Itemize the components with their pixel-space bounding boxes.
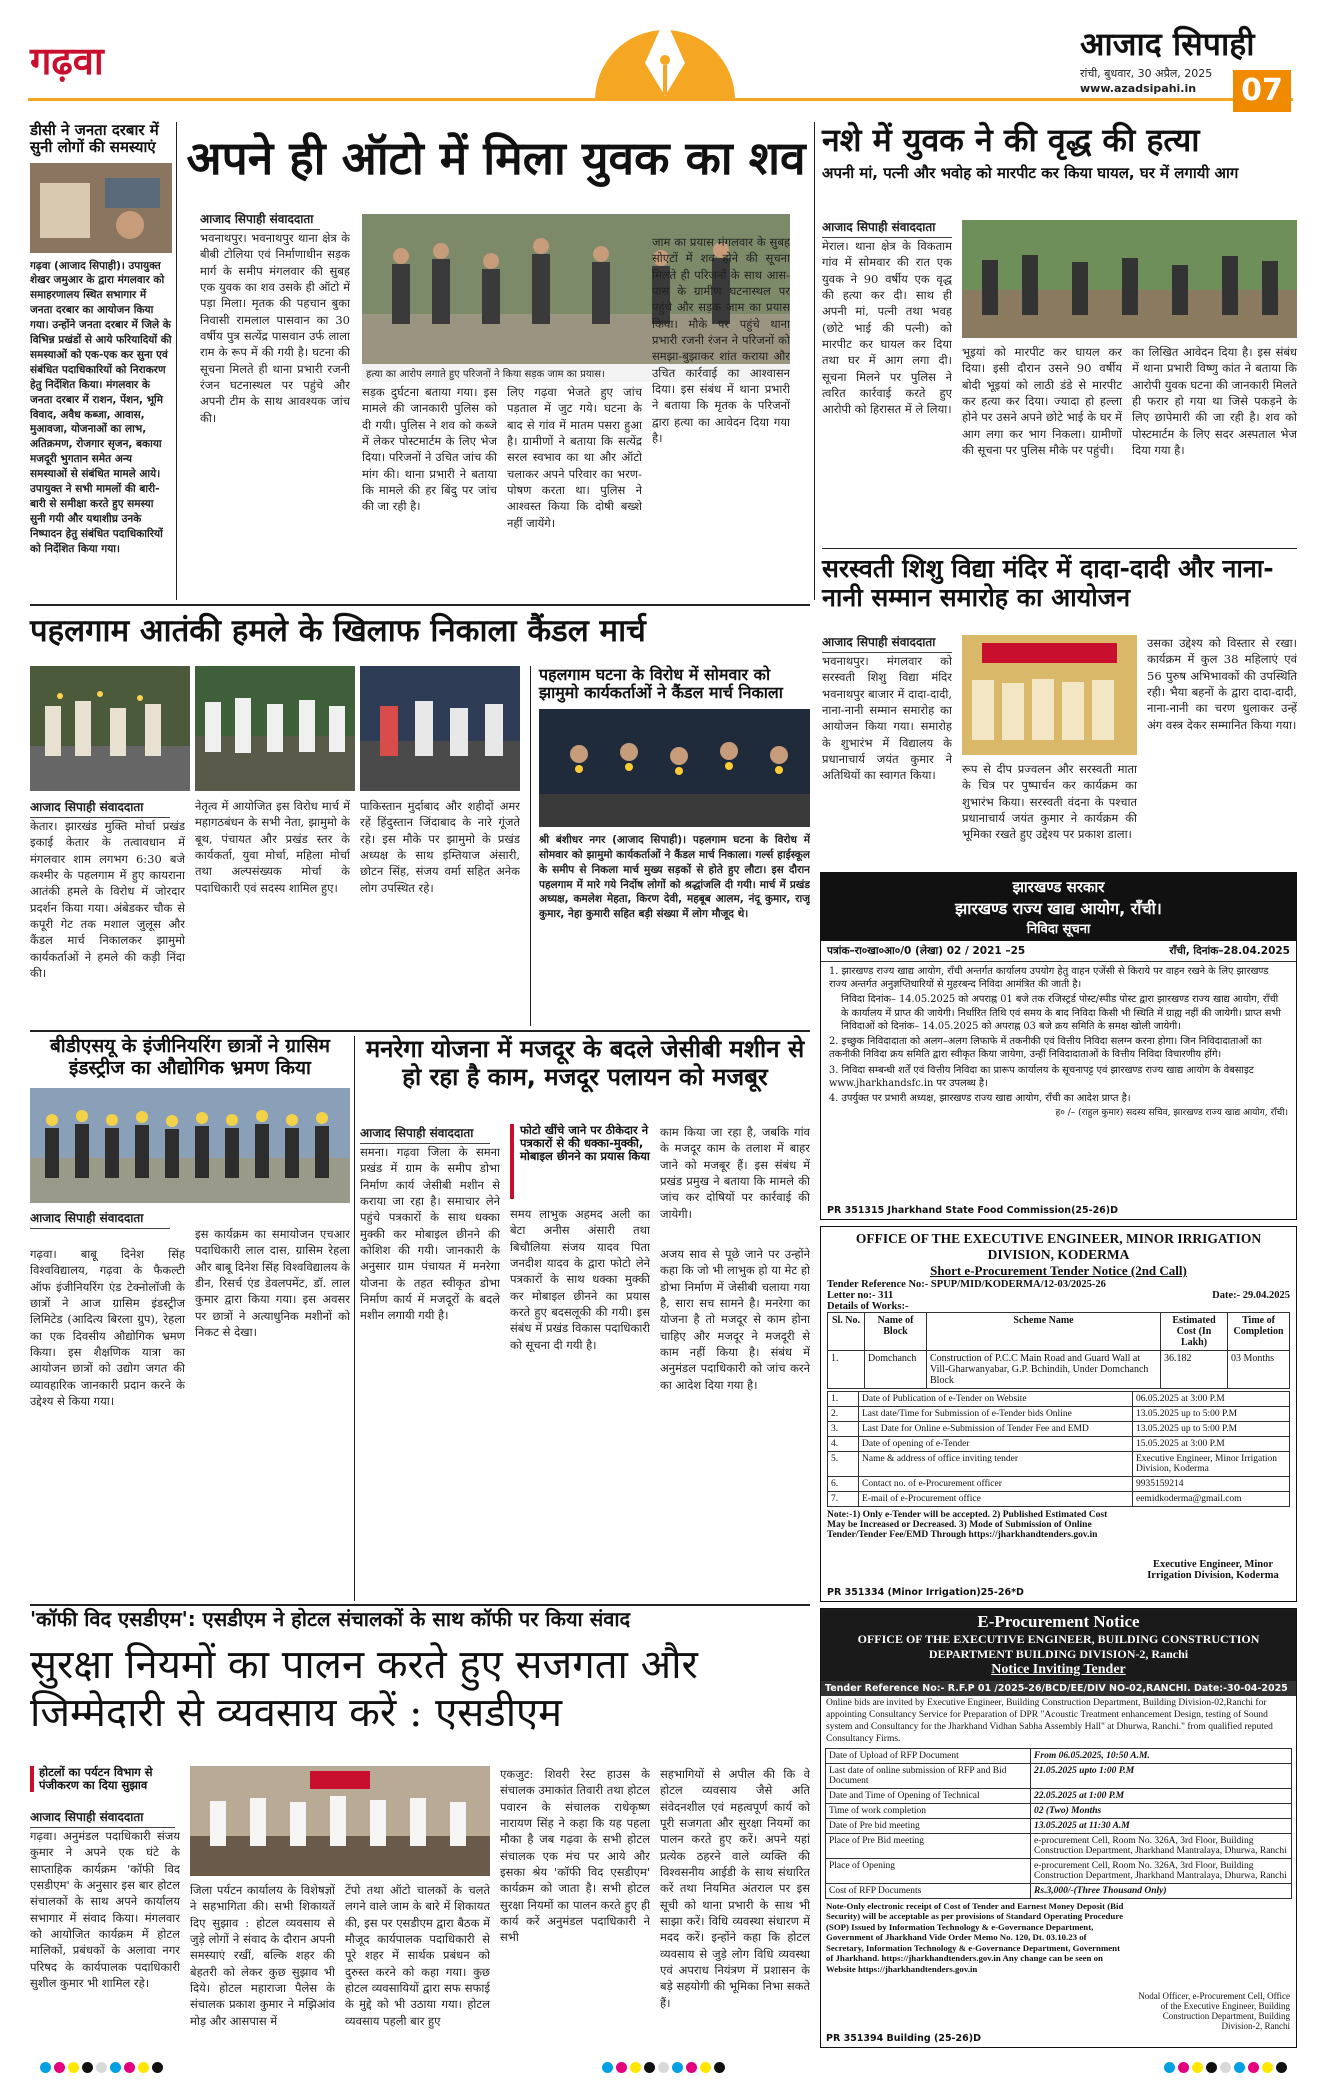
irr-s-label: Date of Publication of e-Tender on Website <box>859 1392 1133 1407</box>
food-ad-ref: पत्रांक–रा०खा०आ०/0 (लेखा) 02 / 2021 –25 <box>827 945 1026 957</box>
auto-headline: अपने ही ऑटो में मिला युवक का शव <box>186 131 806 185</box>
registration-dot <box>124 2062 135 2073</box>
registration-dot <box>152 2062 163 2073</box>
table-row <box>826 1818 1292 1833</box>
irr-s-label: Contact no. of e-Procurement officer <box>859 1477 1133 1492</box>
table-row <box>828 1492 1290 1507</box>
coffee-col3: टेंपो तथा ऑटो चालकों के चलते लगने वाले जाम के बारे में शिकायत की, इस पर एसडीएम द्वारा बैठक में मौजूद कार्यपालक पदाधिकारी से पूरे शहर में सार्थक प्रबंधन को दुरुस्त करने को कहा गया। कुछ होटल व्यवसायियों द्वारा सफ सफाई के मुद्दे को भी उठाया गया। होटल व्यवसाय पहली बार हुए <box>345 1883 490 2028</box>
mgnrega-headline: मनरेगा योजना में मजदूर के बदले जेसीबी मशीन से हो रहा है काम, मजदूर पलायन को मजबूर <box>365 1035 805 1091</box>
saraswati-col2: रूप से दीप प्रज्वलन और सरस्वती माता के चित्र पर पुष्पार्चन कर कार्यक्रम का शुभारंभ किया। सरस्वती वंदना के पश्चात प्रधानाचार्य जयंत कुमार ने कार्यक्रम की भूमिका रखते हुए उद्देश्य पर प्रकाश डाला। <box>962 762 1137 842</box>
food-ad-pr: PR 351315 Jharkhand State Food Commission(25-26)D <box>827 1205 1119 1216</box>
jmm-story <box>530 666 810 1026</box>
irr-s-label: Last Date for Online e-Submission of Tender Fee and EMD <box>859 1422 1133 1437</box>
mgnrega-col1: समना। गढ़वा जिला के समना प्रखंड में ग्राम के समीप डोभा निर्माण कार्य जेसीबी मशीन से कराया जा रहा है। समाचार लेने पहुंचे पत्रकारों के साथ धक्का मुक्की कर मोबाइल छीनने की कोशिश की गयी। जानकारी के अनुसार ग्राम पंचायत में मनरेगा योजना के तहत स्वीकृत डोभा निर्माण कार्य में मजदूरों के बदले मशीन लगायी गयी है। <box>360 1145 500 1323</box>
registration-dot <box>68 2062 79 2073</box>
bdsu-photo <box>30 1088 350 1203</box>
candle-photo-1 <box>30 666 190 791</box>
registration-dot <box>700 2062 711 2073</box>
food-ad-date: राँची, दिनांक–28.04.2025 <box>1169 945 1290 957</box>
irr-s-no: 6. <box>828 1477 859 1492</box>
table-row <box>826 1748 1292 1763</box>
bld-title: E-Procurement Notice <box>977 1612 1140 1631</box>
dc-story <box>30 122 172 600</box>
irr-th: Estimated Cost (In Lakh) <box>1161 1313 1228 1351</box>
food-commission-ad <box>820 872 1297 1220</box>
paper-name: आजाद सिपाही <box>1080 25 1255 63</box>
bdsu-headline: बीडीएसयू के इंजीनियरिंग छात्रों ने ग्रासिम इंडस्ट्रीज का औद्योगिक भ्रमण किया <box>49 1035 331 1079</box>
food-ad-point: 4. उपर्युक्त पर प्रभारी अध्यक्ष, झारखण्ड राज्य खाद्य आयोग, राँची का आदेश प्राप्त है। <box>829 1092 1131 1104</box>
food-ad-line3: निविदा सूचना <box>1026 922 1091 937</box>
mgnrega-quote-text: फोटो खींचे जाने पर ठीकेदार ने पत्रकारों से की धक्का-मुक्की, मोबाइल छीनने का प्रयास किया <box>520 1123 650 1164</box>
bld-signature: Nodal Officer, e-Procurement Cell, Office of the Executive Engineer, Building Construction Department, Building Division-2, Ranchi <box>1138 1991 1290 2031</box>
candle-byline: आजाद सिपाही संवाददाता <box>30 798 170 818</box>
registration-dot <box>138 2062 149 2073</box>
irr-s-value: 06.05.2025 at 3:00 P.M <box>1133 1392 1290 1407</box>
auto-col4: लिए गढ़वा भेजते हुए जांच पड़ताल में जुट गये। घटना के बाद से गांव में मातम पसरा हुआ है। ग्रामीणों ने बताया कि सत्येंद्र सरल स्वभाव का था और ऑटो चलाकर अपने परिवार का भरण-पोषण करता था। पुलिस ने आश्वस्त किया कि दोषी बख्शे नहीं जायेंगे। <box>507 385 642 530</box>
candle-col1: केतार। झारखंड मुक्ति मोर्चा प्रखंड इकाई केतार के तत्वावधान में मंगलवार शाम लगभग 6:30 बजे कश्मीर के पहलगाम में हुए कायराना आतंकी हमले के विरोध में जोरदार प्रदर्शन किया गया। अंबेडकर चौक से कपूरी गेट तक मशाल जुलूस और कैंडल मार्च निकालकर झामुमो कार्यकर्ताओं ने हमले की कड़ी निंदा की। <box>30 819 185 980</box>
dc-headline: डीसी ने जनता दरबार में सुनी लोगों की समस्याएं <box>30 121 159 157</box>
bld-table <box>825 1748 1292 1899</box>
mgnrega-byline: आजाद सिपाही संवाददाता <box>360 1124 490 1144</box>
auto-col3: सड़क दुर्घटना बताया गया। इस मामले की जानकारी पुलिस को दी गयी। पुलिस ने शव को कब्जे में लेकर पोस्टमार्टम के लिए भेज दिया। परिजनों ने उचित जांच की मांग की। थाना प्रभारी ने बताया कि मामले की हर बिंदु पर जांच की जा रही है। <box>362 385 497 514</box>
irr-schedule-table <box>827 1391 1290 1507</box>
irr-th: Name of Block <box>865 1313 927 1351</box>
table-row <box>828 1452 1290 1477</box>
registration-dot <box>1178 2062 1189 2073</box>
coffee-subhead-box <box>30 1766 180 1792</box>
murder-col3: का लिखित आवेदन दिया है। इस संबंध में थाना प्रभारी विष्णु कांत ने बताया कि आरोपी युवक घटना की जानकारी मिलते ही फरार हो गया था जिसे पकड़ने के लिए छापेमारी की जा रही है। शव को पोस्टमार्टम के लिए सदर अस्पताल भेज दिया गया है। <box>1132 345 1297 457</box>
coffee-kicker: 'कॉफी विद एसडीएम': एसडीएम ने होटल संचालकों के साथ कॉफी पर किया संवाद <box>30 1607 631 1631</box>
bld-value: 21.05.2025 upto 1:00 P.M <box>1031 1763 1292 1788</box>
table-row <box>828 1422 1290 1437</box>
color-dots-left <box>40 2058 166 2076</box>
candle-photo-2 <box>195 666 355 791</box>
dc-photo <box>30 163 172 253</box>
irr-details-label: Details of Works:- <box>827 1301 909 1312</box>
bld-value: 13.05.2025 at 11:30 A.M <box>1031 1818 1292 1833</box>
bld-label: Place of Pre Bid meeting <box>826 1833 1031 1858</box>
murder-story <box>822 122 1297 540</box>
bdsu-byline: आजाद सिपाही संवाददाता <box>30 1209 170 1229</box>
registration-dot <box>1262 2062 1273 2073</box>
table-row <box>826 1833 1292 1858</box>
bld-value: e-procurement Cell, Room No. 326A, 3rd Floor, Building Construction Department, Jharkhand Mantralaya, Dhurwa, Ranchi <box>1031 1858 1292 1883</box>
table-row <box>828 1407 1290 1422</box>
table-row <box>826 1763 1292 1788</box>
bld-office: OFFICE OF THE EXECUTIVE ENGINEER, BUILDING CONSTRUCTION DEPARTMENT BUILDING DIVISION-2, Ranchi <box>857 1632 1260 1661</box>
color-dots-right <box>1164 2058 1290 2076</box>
registration-dot <box>1248 2062 1259 2073</box>
murder-col2: भूइयां को मारपीट कर घायल कर दिया। इसी दौरान उसने 90 वर्षीय बोदी भूइयां को लाठी डंडे से मारपीट कर हत्या कर दिया। ज्यादा हो हल्ला होने पर उसने अपने छोटे भाई के घर में आग लगा कर भाग निकला। ग्रामीणों की सूचना पर पुलिस मौके पर पहुंची। <box>962 345 1122 457</box>
table-row <box>828 1392 1290 1407</box>
registration-dot <box>602 2062 613 2073</box>
coffee-col2: जिला पर्यटन कार्यालय के विशेषज्ञों ने सहभागिता की। सभी शिकायतें दिए सुझाव : होटल व्यवसाय से जुड़े लोगों ने संवाद के दौरान अपनी समस्याएं रखीं, बल्कि शहर की बेहतरी को लेकर कुछ सुझाव भी दिये। होटल महाराजा पैलेस के संचालक प्रकाश कुमार ने मझिआंव मोड़ और आसपास में <box>190 1883 335 2028</box>
bdsu-col1: गढ़वा। बाबू दिनेश सिंह विश्वविद्यालय, गढ़वा के फैकल्टी ऑफ इंजीनियरिंग एंड टेक्नोलॉजी के छात्रों ने आज ग्रासिम इंडस्ट्रीज लिमिटेड (आदित्य बिरला ग्रुप), रेहला का एक दिवसीय औद्योगिक भ्रमण किया। इस शैक्षणिक यात्रा का आयोजन छात्रों को उद्योग जगत की व्यावहारिक जानकारी प्रदान करने के उद्देश्य से किया गया। <box>30 1247 185 1408</box>
irr-s-value: 13.05.2025 up to 5:00 P.M <box>1133 1422 1290 1437</box>
irr-s-no: 7. <box>828 1492 859 1507</box>
irr-th: Scheme Name <box>927 1313 1161 1351</box>
coffee-subhead: होटलों का पर्यटन विभाग से पंजीकरण का दिया सुझाव <box>39 1765 153 1793</box>
murder-col1: मेराल। थाना क्षेत्र के विकताम गांव में सोमवार की रात एक युवक ने 90 वर्षीय एक वृद्ध की हत्या कर दी। साथ ही अपनी मां, पत्नी तथा भवह (छोटे भाई की पत्नी) को मारपीट कर घायल कर दिया तथा घर में आग लगा दी। सूचना मिलने पर पुलिस ने त्वरित कार्रवाई करते हुए आरोपी को हिरासत में ले लिया। <box>822 239 952 417</box>
irr-cell: Construction of P.C.C Main Road and Guard Wall at Vill-Gharwanyabar, G.P. Bchindih, Under Domchanch Block <box>927 1351 1161 1389</box>
food-ad-header <box>821 873 1296 941</box>
jmm-headline: पहलगाम घटना के विरोध में सोमवार को झामुमो कार्यकर्ताओं ने कैंडल मार्च निकाला <box>539 665 783 703</box>
bld-label: Cost of RFP Documents <box>826 1883 1031 1898</box>
irr-s-label: Date of opening of e-Tender <box>859 1437 1133 1452</box>
irr-cell: 36.182 <box>1161 1351 1228 1389</box>
irr-letter: Letter no:- 311 <box>827 1290 894 1301</box>
irr-pr: PR 351334 (Minor Irrigation)25-26*D <box>827 1587 1024 1598</box>
mgnrega-col4: अजय साव से पूछे जाने पर उन्होंने कहा कि जो भी लाभुक हो या मेट हो डोभा निर्माण में जेसीबी चलाया गया है, सारा सच सामने है। मनरेगा का योजना है तो मजदूर से काम होना चाहिए और मजदूर ने मजदूरी से काम नहीं किया है। संबंध में अनुमंडल पदाधिकारी को जांच करने का आदेश दिया गया है। <box>660 1247 810 1392</box>
registration-dot <box>686 2062 697 2073</box>
auto-col1: भवनाथपुर। भवनाथपुर थाना क्षेत्र के बीबी टोलिया एवं निर्माणाधीन सड़क मार्ग के समीप मंगलवार की सुबह एक युवक का शव उसके ही ऑटो में पड़ा मिला। मृतक की पहचान बुका निवासी रामलाल पासवान का 30 वर्षीय पुत्र सत्येंद्र पासवान उर्फ लाला राम के रूप में की गयी है। घटना की सूचना मिलते ही थाना प्रभारी रजनी रंजन घटनास्थल पर पहुंचे और अपनी टीम के साथ आवश्यक जांच की। <box>200 231 350 425</box>
bld-ref: Tender Reference No:- R.F.P 01 /2025-26/BCD/EE/DIV NO-02,RANCHI. Date:-30-04-2025 <box>821 1681 1296 1696</box>
food-ad-line1: झारखण्ड सरकार <box>1012 878 1105 896</box>
saraswati-photo <box>962 635 1137 755</box>
irr-s-no: 5. <box>828 1452 859 1477</box>
registration-dot <box>616 2062 627 2073</box>
registration-dot <box>110 2062 121 2073</box>
saraswati-headline: सरस्वती शिशु विद्या मंदिर में दादा-दादी और नाना-नानी सम्मान समारोह का आयोजन <box>822 554 1274 612</box>
section-title: गढ़वा <box>30 39 104 83</box>
irr-s-value: eemidkoderma@gmail.com <box>1133 1492 1290 1507</box>
candle-headline: पहलगाम आतंकी हमले के खिलाफ निकाला कैंडल मार्च <box>30 613 646 649</box>
table-row <box>826 1858 1292 1883</box>
bld-label: Place of Opening <box>826 1858 1031 1883</box>
bld-value: From 06.05.2025, 10:50 A.M. <box>1031 1748 1292 1763</box>
irr-s-no: 2. <box>828 1407 859 1422</box>
bld-value: 02 (Two) Months <box>1031 1803 1292 1818</box>
irrigation-ad <box>820 1226 1297 1602</box>
dateline: रांची, बुधवार, 30 अप्रैल, 2025 <box>1080 67 1213 80</box>
irr-s-no: 1. <box>828 1392 859 1407</box>
irr-cell: 03 Months <box>1228 1351 1290 1389</box>
irr-s-value: Executive Engineer, Minor Irrigation Division, Koderma <box>1133 1452 1290 1477</box>
coffee-photo <box>190 1766 490 1876</box>
bld-value: e-procurement Cell, Room No. 326A, 3rd Floor, Building Construction Department, Jharkhand Mantralaya, Dhurwa, Ranchi <box>1031 1833 1292 1858</box>
table-row <box>828 1477 1290 1492</box>
irr-s-label: Name & address of office inviting tender <box>859 1452 1133 1477</box>
murder-subhead: अपनी मां, पत्नी और भवोह को मारपीट कर किया घायल, घर में लगायी आग <box>822 163 1239 182</box>
candle-story <box>30 608 810 1028</box>
murder-photo <box>962 220 1297 338</box>
irr-office: OFFICE OF THE EXECUTIVE ENGINEER, MINOR IRRIGATION DIVISION, KODERMA <box>855 1231 1262 1262</box>
auto-photo-caption: हत्या का आरोप लगाते हुए परिजनों ने किया सड़क जाम का प्रयास। <box>362 364 790 382</box>
candle-photo-3 <box>360 666 520 791</box>
jmm-body: श्री बंशीधर नगर (आजाद सिपाही)। पहलगाम घटना के विरोध में सोमवार को झामुमो कार्यकर्ताओं ने कैंडल मार्च निकाला। गर्ल्स हाईस्कूल के समीप से निकला मार्च मुख्य सड़कों से होते हुए लौटा। इस दौरान पहलगाम में मारे गये निर्दोष लोगों को श्रद्धांजलि दी गयी। मार्च में प्रखंड अध्यक्ष, कमलेश मेहता, किरण देवी, महबूब आलम, नंदू कुमार, राजू कुमार, नेहा कुमारी सहित बड़ी संख्या में लोग मौजूद थे। <box>539 833 810 921</box>
table-row <box>826 1883 1292 1898</box>
mgnrega-col2: समय लाभुक अहमद अली का बेटा अनीस अंसारी तथा बिचौलिया संजय यादव पिता जनदीश यादव के द्वारा फोटो लेने पत्रकारों के साथ धक्का मुक्की कर मोबाइल छीनने का प्रयास करते हुए बदसलूकी की गयी। इस संबंध में प्रखंड विकास पदाधिकारी को सूचना दी गयी है। <box>510 1207 650 1352</box>
registration-dot <box>644 2062 655 2073</box>
coffee-story <box>30 1608 810 2048</box>
irr-s-value: 9935159214 <box>1133 1477 1290 1492</box>
registration-dot <box>82 2062 93 2073</box>
food-ad-point: निविदा दिनांक– 14.05.2025 को अपराह्न 01 बजे तक रजिस्ट्रर्ड पोस्ट/स्पीड पोस्ट द्वारा झारखण्ड राज्य खाद्य आयोग, राँची के कार्यालय में प्राप्त की जायेगी। निर्धारित तिथि एवं समय के बाद निविदा किसी भी स्थिति में ग्राह्य नहीं की जायेगी। प्राप्त सभी निविदाओं को दिनांक– 14.05.2025 को अपराह्न 03 बजे क्रय समिति के समक्ष खोली जायेगी। <box>841 994 1281 1032</box>
food-ad-point: 2. इच्छुक निविदादाता को अलग–अलग लिफाफे में तकनीकी एवं वित्तीय निविदा सलग्न करना होगा। जिन निविदादाताओं का तकनीकी निविदा क्रय समिति द्वारा स्वीकृत किया जायेगा, उन्हीं निविदादाताओं के वित्तीय निविदा विचारणीय होंगे। <box>829 1036 1262 1061</box>
registration-dot <box>1206 2062 1217 2073</box>
irr-s-label: Last date/Time for Submission of e-Tender bids Online <box>859 1407 1133 1422</box>
mgnrega-quote <box>510 1124 660 1199</box>
registration-dot <box>1164 2062 1175 2073</box>
color-dots-mid <box>602 2058 728 2076</box>
bld-value: 22.05.2025 at 1:00 P.M <box>1031 1788 1292 1803</box>
registration-dot <box>630 2062 641 2073</box>
registration-dot <box>1220 2062 1231 2073</box>
registration-dot <box>1234 2062 1245 2073</box>
bld-label: Time of work completion <box>826 1803 1031 1818</box>
table-row <box>828 1437 1290 1452</box>
irr-s-no: 4. <box>828 1437 859 1452</box>
irr-s-label: E-mail of e-Procurement office <box>859 1492 1133 1507</box>
irr-cell: Domchanch <box>865 1351 927 1389</box>
jmm-photo <box>539 709 810 827</box>
food-ad-point: 3. निविदा सम्बन्धी शर्तें एवं वित्तीय निविदा का प्रारूप कार्यालय के सूचनापट्ट एवं झारखण्ड राज्य खाद्य आयोग के वेबसाइट www.jharkhandsfc.in पर उपलब्ध है। <box>829 1064 1254 1089</box>
registration-dot <box>40 2062 51 2073</box>
saraswati-col3: उसका उद्देश्य को विस्तार से रखा। कार्यक्रम में कुल 38 महिलाएं एवं 56 पुरुष अभिभावकों की उपस्थिति रही। भैया बहनों के द्वारा दादा-दादी, नाना-नानी का चरण धुलाकर उन्हें अंग वस्त्र देकर सम्मानित किया गया। <box>1147 636 1297 732</box>
saraswati-story <box>822 548 1297 868</box>
auto-story <box>182 122 810 600</box>
irr-th: Sl. No. <box>828 1313 865 1351</box>
registration-dot <box>54 2062 65 2073</box>
mgnrega-story <box>360 1036 810 1601</box>
irr-cell: 1. <box>828 1351 865 1389</box>
bld-value: Rs.3,000/-(Three Thousand Only) <box>1031 1883 1292 1898</box>
food-ad-line2: झारखण्ड राज्य खाद्य आयोग, राँची। <box>955 899 1162 918</box>
auto-col5: जाम का प्रयास मंगलवार के सुबह सोएटों में शव होने की सूचना मिलते ही परिजनों के साथ आस-पास के ग्रामीण घटनास्थल पर पहुंचे और सड़क जाम का प्रयास किया। मौके पर पहुंचे थाना प्रभारी रजनी रंजन ने परिजनों को समझा-बुझाकर शांत कराया और उचित कार्रवाई का आश्वासन दिया। इस संबंध में थाना प्रभारी ने बताया कि मृतक के परिजनों द्वारा हत्या का आवेदन दिया गया है। <box>652 235 790 445</box>
registration-dot <box>658 2062 669 2073</box>
irr-notes: Note:-1) Only e-Tender will be accepted. 2) Published Estimated Cost May be Increased or Decreased. 3) Mode of Submission of Online Tender/Tender Fee/EMD Through https://jharkhandtenders.gov.in <box>827 1510 1108 1540</box>
irr-works-table <box>827 1312 1290 1389</box>
bld-pr: PR 351394 Building (25-26)D <box>826 2033 981 2044</box>
irr-date: Date:- 29.04.2025 <box>1212 1290 1290 1301</box>
coffee-col1: गढ़वा। अनुमंडल पदाधिकारी संजय कुमार ने अपने एक घंटे के साप्ताहिक कार्यक्रम 'कॉफी विद एसडीएम' के अनुसार इस बार होटल संचालकों के साथ अपने कार्यालय सभागार में संवाद किया। मंगलवार को आयोजित कार्यक्रम में होटल मालिकों, प्रबंधकों के अलावा नगर परिषद के कार्यपालक पदाधिकारी सुशील कुमार भी शामिल रहे। <box>30 1829 180 1990</box>
irr-title: Short e-Procurement Tender Notice (2nd Call) <box>930 1263 1187 1278</box>
registration-dot <box>1276 2062 1287 2073</box>
registration-dot <box>1192 2062 1203 2073</box>
irr-ref: Tender Reference No:- SPUP/MID/KODERMA/12-03/2025-26 <box>827 1279 1106 1290</box>
saraswati-byline: आजाद सिपाही संवाददाता <box>822 633 952 653</box>
murder-byline: आजाद सिपाही संवाददाता <box>822 218 952 238</box>
building-ad <box>820 1608 1297 2048</box>
registration-dot <box>714 2062 725 2073</box>
candle-col3: पाकिस्तान मुर्दाबाद और शहीदों अमर रहें हिंदुस्तान जिंदाबाद के नारे गूंजते रहे। इस मौके पर झामुमो के प्रखंड अध्यक्ष के साथ इम्तियाज अंसारी, छोटन सिंह, संजय वर्मा सहित अनेक लोग उपस्थित रहे। <box>360 799 520 895</box>
bld-label: Date of Pre bid meeting <box>826 1818 1031 1833</box>
bdsu-story <box>30 1036 350 1601</box>
website: www.azadsipahi.in <box>1080 82 1197 95</box>
irr-s-value: 15.05.2025 at 3:00 P.M <box>1133 1437 1290 1452</box>
bld-intro: Online bids are invited by Executive Engineer, Building Construction Department, Building Division-02,Ranchi for appointing Consultancy Service for Preparation of DPR "Acoustic Treatment enhancement Design, testing of Sound system and Consultancy for the Jharkhand Vidhan Sabha Assembly Hall" at Dhurwa, Ranchi." from qualified reputed Consultancy Firms. <box>826 1698 1273 1744</box>
bld-label: Date and Time of Opening of Technical <box>826 1788 1031 1803</box>
registration-dot <box>96 2062 107 2073</box>
coffee-col5: सहभागियों से अपील की कि वे होटल व्यवसाय जैसे अति संवेदनशील एवं महत्वपूर्ण कार्य को पूरी सजगता और सुरक्षा नियमों का पालन करते हुए करें। अपने यहां प्रत्येक ठहरने वाले व्यक्ति की विश्वसनीय आईडी के साथ संधारित करें तथा नियमित अंतराल पर इस सूची को थाना प्रभारी के साथ भी साझा करें। विधि व्यवस्था संधारण में मदद करें। इन्होंने कहा कि होटल व्यवसाय से जुड़े लोग विधि व्यवस्था एवं अपराध नियंत्रण में प्रशासन के बड़े सहयोगी की भूमिका निभा सकते हैं। <box>660 1767 810 2010</box>
saraswati-col1: भवनाथपुर। मंगलवार को सरस्वती शिशु विद्या मंदिर भवनाथपुर बाजार में दादा-दादी, नाना-नानी सम्मान समारोह का आयोजन किया गया। समारोह के शुभारंभ में विद्यालय के प्रधानाचार्य जयंत कुमार ने अतिथियों का स्वागत किया। <box>822 654 952 783</box>
food-ad-signature: ह० /– (राहुल कुमार) सदस्य सचिव, झारखण्ड राज्य खाद्य आयोग, राँची। <box>1055 1108 1288 1119</box>
auto-byline: आजाद सिपाही संवाददाता <box>200 210 320 230</box>
murder-headline: नशे में युवक ने की वृद्ध की हत्या <box>822 121 1200 159</box>
bld-label: Date of Upload of RFP Document <box>826 1748 1031 1763</box>
bdsu-col2: इस कार्यक्रम का समायोजन एचआर पदाधिकारी लाल दास, ग्रासिम रेहला और बाबू दिनेश सिंह विश्वविद्यालय के डीन, रिसर्च एंड डेवलपमेंट, डॉ. लाल कुमार द्वारा किया गया। इस अवसर पर छात्रों ने अत्याधुनिक मशीनों को निकट से देखा। <box>195 1227 350 1339</box>
table-row <box>826 1803 1292 1818</box>
page-number: 07 <box>1233 70 1291 112</box>
food-ad-point: 1. झारखण्ड राज्य खाद्य आयोग, राँची अन्तर्गत कार्यालय उपयोग हेतु वाहन एजेंसी से किराये पर वाहन रखने के लिए झारखण्ड राज्य अन्तर्गत अनुज्ञप्तिधारियों से मुहरबन्द निविदा आमंत्रित की जाती है। <box>829 966 1269 991</box>
table-row <box>828 1351 1290 1389</box>
irr-signature: Executive Engineer, Minor Irrigation Division, Koderma <box>1147 1559 1279 1581</box>
coffee-byline: आजाद सिपाही संवाददाता <box>30 1808 175 1828</box>
registration-dot <box>672 2062 683 2073</box>
coffee-headline: सुरक्षा नियमों का पालन करते हुए सजगता और जिम्मेदारी से व्यवसाय करें : एसडीएम <box>30 1642 698 1736</box>
table-row <box>826 1788 1292 1803</box>
mgnrega-col3: काम किया जा रहा है, जबकि गांव के मजदूर काम के तलाश में बाहर जाने को मजबूर हैं। इस संबंध में प्रखंड प्रमुख ने बताया कि मामले की जांच कर दोषियों पर कार्रवाई की जायेगी। <box>660 1125 810 1221</box>
dc-body: गढ़वा (आजाद सिपाही)। उपायुक्त शेखर जमुआर के द्वारा मंगलवार को समाहरणालय स्थित सभागार में जनता दरबार का आयोजन किया गया। उन्होंने जनता दरबार में जिले के विभिन्न प्रखंडों से आये फरियादियों की समस्याओं को एक-एक कर सुना एवं संबंधित पदाधिकारियों को निराकरण हेतु निर्देशित किया। मंगलवार के जनता दरबार में राशन, पेंशन, भूमि विवाद, अवैध कब्जा, आवास, मुआवजा, योजनाओं का लाभ, अतिक्रमण, रोजगार सृजन, बकाया मजदूरी भुगतान समेत अन्य समस्याओं से संबंधित मामले आये। उपायुक्त ने सभी मामलों की बारी-बारी से समीक्षा करते हुए समस्या सुनी गयी और यथाशीघ्र उनके निष्पादन हेतु संबंधित पदाधिकारियों को निर्देशित किया गया। <box>30 259 172 555</box>
bld-subtitle: Notice Inviting Tender <box>991 1662 1126 1677</box>
irr-th: Time of Completion <box>1228 1313 1290 1351</box>
irr-s-no: 3. <box>828 1422 859 1437</box>
bld-label: Last date of online submission of RFP and Bid Document <box>826 1763 1031 1788</box>
bld-note: Note-Only electronic receipt of Cost of Tender and Earnest Money Deposit (Bid Security) will be acceptable as per provisions of Standard Operating Procedure (SOP) Issued by Information Technology & e-Governance Department, Government of Jharkhand Vide Order Memo No. 120, Dt. 03.10.23 of Secretary, Information Technology & e-Governance Department, Government of Jharkhand. https://jharkhandtenders.gov.in Any change can be seen on Website https://jharkhandtenders.gov.in <box>826 1900 1124 1974</box>
coffee-col4: एकजुट: शिवरी रेस्ट हाउस के संचालक उमाकांत तिवारी तथा होटल पवारन के संचालक राधेकृष्ण नारायण सिंह ने कहा कि यह पहला मौका है जब गढ़वा के सभी होटल संचालक एक मंच पर आये और इसका श्रेय 'कॉफी विद एसडीएम' कार्यक्रम को जाता है। सभी होटल सुरक्षा नियमों का पालन करते हुए ही कार्य करें अनुमंडल पदाधिकारी ने सभी <box>500 1767 650 1945</box>
candle-col2: नेतृत्व में आयोजित इस विरोध मार्च में महागठबंधन के सभी नेता, झामुमो के बूथ, पंचायत और प्रखंड स्तर के कार्यकर्ता, युवा मोर्चा, महिला मोर्चा तथा अल्पसंख्यक मोर्चा के पदाधिकारी एवं सदस्य शामिल हुए। <box>195 799 350 895</box>
color-registration-bar <box>40 2058 1290 2076</box>
pen-nib-logo <box>590 8 740 100</box>
masthead <box>0 0 1325 118</box>
irr-s-value: 13.05.2025 up to 5:00 P.M <box>1133 1407 1290 1422</box>
